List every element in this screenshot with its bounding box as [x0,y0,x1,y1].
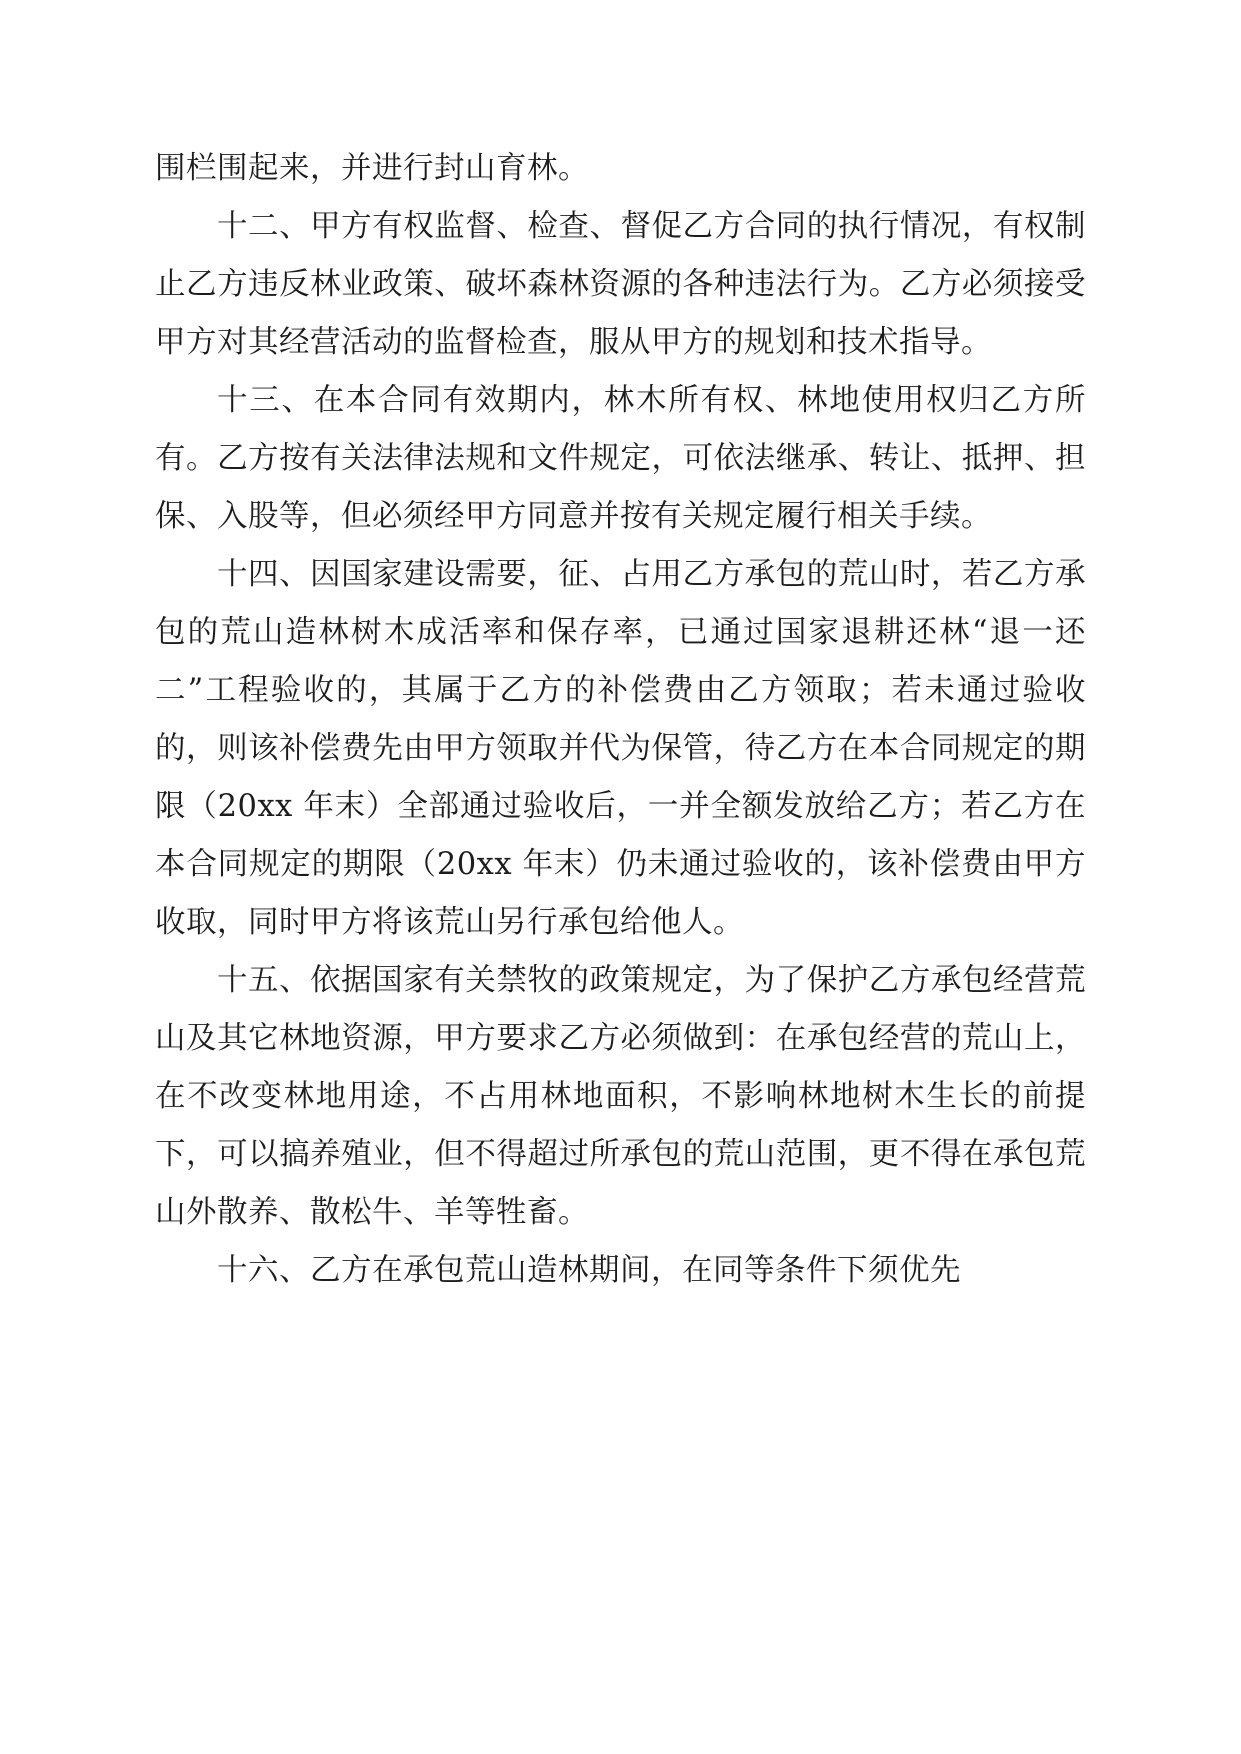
paragraph-clause-14: 十四、因国家建设需要，征、占用乙方承包的荒山时，若乙方承包的荒山造林树木成活率和保存率，已通过国家退耕还林“退一还二”工程验收的，其属于乙方的补偿费由乙方领取；若未通过验收的，则该补偿费先由甲方领取并代为保管，待乙方在本合同规定的期限（20xx 年末）全部通过验收后，一并全额发放给乙方；若乙方在本合同规定的期限（20xx 年末）仍未通过验收的，该补偿费由甲方收取，同时甲方将该荒山另行承包给他人。 [155,557,1086,940]
paragraph-clause-15: 十五、依据国家有关禁牧的政策规定，为了保护乙方承包经营荒山及其它林地资源，甲方要求乙方必须做到：在承包经营的荒山上，在不改变林地用途，不占用林地面积，不影响林地树木生长的前提下，可以搞养殖业，但不得超过所承包的荒山范围，更不得在承包荒山外散养、散松牛、羊等牲畜。 [155,963,1086,1230]
paragraph-continued: 围栏围起来，并进行封山育林。 [155,151,589,186]
paragraph-clause-16: 十六、乙方在承包荒山造林期间，在同等条件下须优先 [217,1253,961,1288]
paragraph-clause-12: 十二、甲方有权监督、检查、督促乙方合同的执行情况，有权制止乙方违反林业政策、破坏森林资源的各种违法行为。乙方必须接受甲方对其经营活动的监督检查，服从甲方的规划和技术指导。 [155,209,1086,360]
paragraph-clause-13: 十三、在本合同有效期内，林木所有权、林地使用权归乙方所有。乙方按有关法律法规和文件规定，可依法继承、转让、抵押、担保、入股等，但必须经甲方同意并按有关规定履行相关手续。 [155,383,1086,534]
document-body [155,140,1086,1300]
